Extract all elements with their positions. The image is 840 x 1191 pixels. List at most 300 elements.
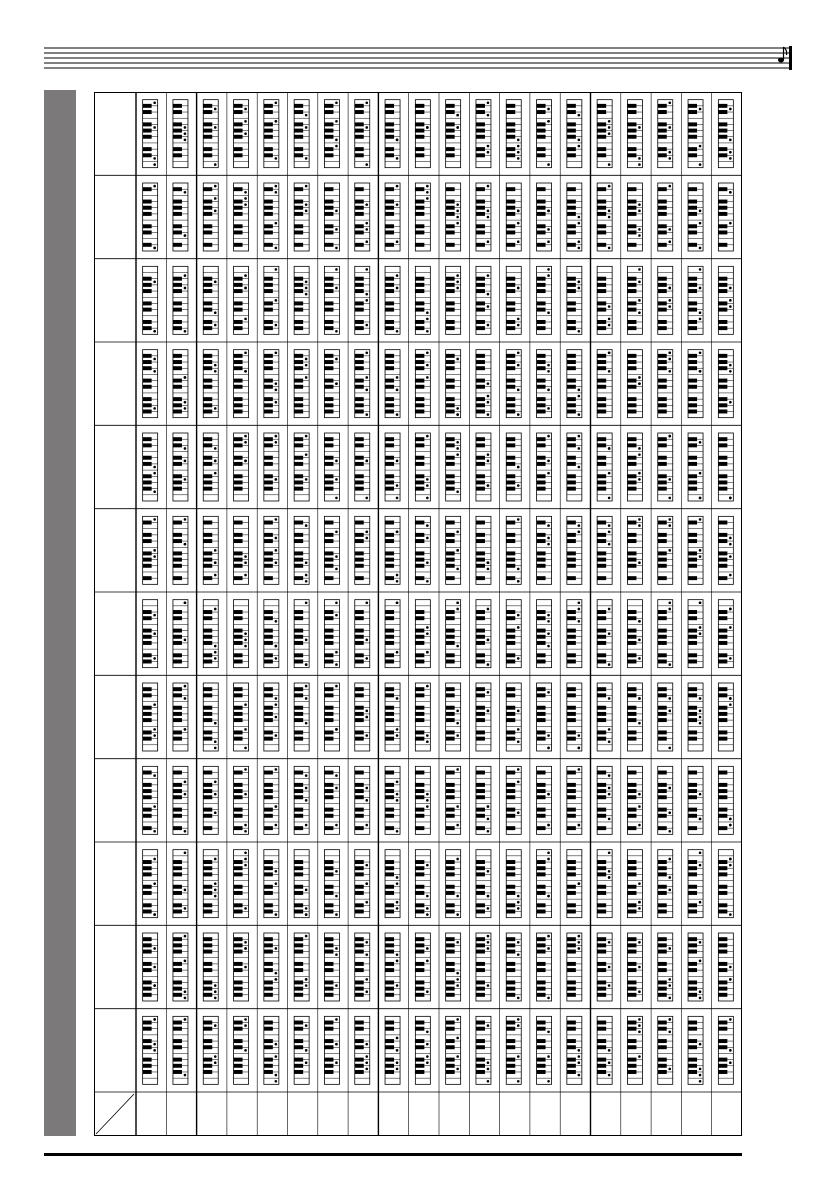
black-key [234, 301, 243, 305]
black-key [688, 872, 697, 876]
black-key [476, 891, 485, 895]
black-key [658, 943, 667, 947]
black-key [537, 487, 546, 491]
note-dot [244, 907, 247, 910]
note-dot [305, 913, 308, 916]
black-key [476, 539, 485, 543]
keyboard-outline [446, 100, 461, 168]
black-key [173, 129, 182, 133]
black-key [415, 521, 424, 525]
black-key [173, 687, 182, 691]
black-key [476, 230, 485, 234]
black-key [143, 360, 152, 364]
black-key [173, 147, 182, 151]
black-key [718, 660, 727, 664]
black-key [415, 379, 424, 383]
black-key [264, 104, 273, 108]
black-key [658, 360, 667, 364]
keyboard-outline [324, 266, 339, 334]
black-key [385, 366, 394, 370]
note-dot [305, 478, 308, 481]
black-key [385, 635, 394, 639]
note-dot [275, 913, 278, 916]
black-key [355, 308, 364, 312]
note-dot [487, 453, 490, 456]
black-key [385, 277, 394, 281]
note-dot [184, 126, 187, 129]
note-dot [153, 280, 156, 283]
black-key [597, 379, 606, 383]
black-key [294, 110, 303, 114]
note-dot [305, 824, 308, 827]
black-key [718, 301, 727, 305]
note-dot [729, 305, 732, 308]
black-key [537, 564, 546, 568]
black-key [415, 783, 424, 787]
keyboard-diagram-icon [718, 766, 733, 834]
note-dot [638, 657, 641, 660]
black-key [234, 104, 243, 108]
black-key [324, 283, 333, 287]
note-dot [275, 947, 278, 950]
black-key [688, 616, 697, 620]
note-dot [668, 370, 671, 373]
black-key [446, 712, 455, 716]
black-key [537, 320, 546, 324]
keyboard-outline [415, 433, 430, 501]
black-key [415, 301, 424, 305]
note-dot [153, 370, 156, 373]
black-key [476, 660, 485, 664]
black-key [476, 354, 485, 358]
note-dot [396, 203, 399, 206]
note-dot [668, 978, 671, 981]
black-key [294, 289, 303, 293]
black-key [203, 980, 212, 984]
keyboard-diagram-icon [627, 350, 642, 418]
black-key [476, 206, 485, 210]
black-key [415, 943, 424, 947]
black-key [476, 641, 485, 645]
black-key [234, 903, 243, 907]
keyboard-diagram-icon [446, 266, 461, 334]
note-dot [214, 793, 217, 796]
black-key [143, 366, 152, 370]
black-key [203, 410, 212, 414]
black-key [688, 462, 697, 466]
black-key [385, 693, 394, 697]
note-dot [365, 639, 368, 642]
note-dot [699, 901, 702, 904]
keyboard-outline [173, 433, 188, 501]
black-key [627, 771, 636, 775]
note-dot [153, 774, 156, 777]
black-key [294, 891, 303, 895]
black-key [264, 610, 273, 614]
keyboard-outline [718, 433, 733, 501]
black-key [264, 320, 273, 324]
black-key [294, 437, 303, 441]
black-key [567, 576, 576, 580]
black-key [597, 104, 606, 108]
black-key [143, 635, 152, 639]
black-key [203, 129, 212, 133]
note-dot [365, 240, 368, 243]
black-key [567, 135, 576, 139]
note-dot [426, 478, 429, 481]
note-dot [638, 990, 641, 993]
black-key [658, 968, 667, 972]
black-key [324, 950, 333, 954]
black-key [537, 616, 546, 620]
black-key [476, 943, 485, 947]
black-key [627, 660, 636, 664]
note-dot [729, 858, 732, 861]
black-key [476, 910, 485, 914]
keyboard-diagram-icon [415, 350, 430, 418]
black-key [446, 308, 455, 312]
black-key [627, 243, 636, 247]
black-key [294, 903, 303, 907]
black-key [688, 443, 697, 447]
black-key [658, 814, 667, 818]
black-key [446, 153, 455, 157]
black-key [567, 706, 576, 710]
black-key [537, 480, 546, 484]
black-key [537, 289, 546, 293]
black-key [143, 551, 152, 555]
black-key [385, 153, 394, 157]
black-key [658, 987, 667, 991]
black-key [506, 308, 515, 312]
black-key [567, 437, 576, 441]
black-key [718, 366, 727, 370]
black-key [324, 693, 333, 697]
black-key [234, 706, 243, 710]
black-key [143, 283, 152, 287]
black-key [234, 551, 243, 555]
black-key [355, 660, 364, 664]
black-key [567, 872, 576, 876]
keyboard-diagram-icon [688, 683, 703, 751]
black-key [385, 968, 394, 972]
black-key [688, 789, 697, 793]
keyboard-diagram-icon [506, 350, 521, 418]
black-key [294, 980, 303, 984]
black-key [264, 443, 273, 447]
black-key [688, 110, 697, 114]
black-key [627, 653, 636, 657]
black-key [627, 814, 636, 818]
black-key [415, 153, 424, 157]
note-dot [153, 555, 156, 558]
black-key [173, 326, 182, 330]
black-key [355, 462, 364, 466]
keyboard-outline [567, 100, 582, 168]
black-key [718, 308, 727, 312]
black-key [234, 910, 243, 914]
black-key [658, 480, 667, 484]
black-key [385, 610, 394, 614]
keyboard-diagram-icon [688, 600, 703, 668]
note-dot [729, 864, 732, 867]
note-dot [547, 389, 550, 392]
keyboard-diagram-icon [627, 766, 642, 834]
black-key [355, 135, 364, 139]
black-key [385, 243, 394, 247]
note-dot [214, 280, 217, 283]
black-key [294, 487, 303, 491]
note-dot [214, 858, 217, 861]
black-key [506, 539, 515, 543]
black-key [688, 808, 697, 812]
black-key [597, 397, 606, 401]
black-key [173, 277, 182, 281]
black-key [415, 224, 424, 228]
black-key [203, 320, 212, 324]
black-key [537, 910, 546, 914]
black-key [537, 521, 546, 525]
black-key [385, 826, 394, 830]
black-key [203, 576, 212, 580]
black-key [658, 808, 667, 812]
black-key [658, 437, 667, 441]
note-dot [153, 126, 156, 129]
note-dot [699, 990, 702, 993]
note-dot [335, 913, 338, 916]
black-key [415, 616, 424, 620]
black-key [294, 629, 303, 633]
black-key [294, 910, 303, 914]
note-dot [517, 210, 520, 213]
note-dot [608, 608, 611, 611]
keyboard-diagram-icon [203, 516, 218, 584]
black-key [324, 826, 333, 830]
note-dot [517, 287, 520, 290]
black-key [537, 962, 546, 966]
black-key [173, 564, 182, 568]
black-key [718, 122, 727, 126]
black-key [355, 885, 364, 889]
black-key [627, 354, 636, 358]
black-key [294, 206, 303, 210]
keyboard-diagram-icon [415, 516, 430, 584]
note-dot [487, 401, 490, 404]
black-key [355, 993, 364, 997]
note-dot [487, 895, 490, 898]
keyboard-diagram-icon [688, 850, 703, 918]
black-key [385, 980, 394, 984]
black-key [597, 187, 606, 191]
black-key [567, 230, 576, 234]
black-key [718, 687, 727, 691]
black-key [597, 950, 606, 954]
black-key [597, 122, 606, 126]
keyboard-diagram-icon [567, 600, 582, 668]
black-key [476, 480, 485, 484]
black-key [234, 320, 243, 324]
black-key [385, 187, 394, 191]
note-dot [668, 889, 671, 892]
black-key [627, 153, 636, 157]
note-dot [214, 210, 217, 213]
black-key [658, 243, 667, 247]
black-key [476, 379, 485, 383]
keyboard-outline [658, 683, 673, 751]
black-key [658, 403, 667, 407]
black-key [627, 576, 636, 580]
note-dot [244, 197, 247, 200]
black-key [203, 712, 212, 716]
black-key [597, 980, 606, 984]
black-key [537, 360, 546, 364]
black-key [324, 783, 333, 787]
note-dot [578, 114, 581, 117]
black-key [294, 872, 303, 876]
black-key [415, 730, 424, 734]
black-key [567, 320, 576, 324]
black-key [173, 533, 182, 537]
note-dot [699, 601, 702, 604]
black-key [173, 224, 182, 228]
keyboard-diagram-icon [506, 683, 521, 751]
black-key [355, 564, 364, 568]
black-key [718, 379, 727, 383]
black-key [506, 826, 515, 830]
black-key [446, 243, 455, 247]
black-key [324, 410, 333, 414]
black-key [597, 771, 606, 775]
black-key [234, 129, 243, 133]
keyboard-diagram-icon [264, 516, 279, 584]
keyboard-outline [506, 516, 521, 584]
black-key [294, 610, 303, 614]
black-key [597, 200, 606, 204]
note-dot [517, 941, 520, 944]
keyboard-diagram-icon [688, 766, 703, 834]
black-key [446, 910, 455, 914]
black-key [597, 718, 606, 722]
black-key [446, 487, 455, 491]
keyboard-diagram-icon [688, 933, 703, 1001]
black-key [234, 443, 243, 447]
keyboard-diagram-icon [537, 933, 552, 1001]
black-key [324, 903, 333, 907]
note-dot [153, 882, 156, 885]
black-key [597, 206, 606, 210]
keyboard-diagram-icon [476, 516, 491, 584]
note-dot [244, 851, 247, 854]
black-key [385, 987, 394, 991]
black-key [143, 564, 152, 568]
black-key [385, 937, 394, 941]
black-key [658, 558, 667, 562]
note-dot [487, 324, 490, 327]
black-key [537, 730, 546, 734]
black-key [537, 110, 546, 114]
keyboard-diagram-icon [446, 350, 461, 418]
black-key [143, 885, 152, 889]
black-key [173, 943, 182, 947]
note-dot [305, 114, 308, 117]
note-dot [275, 518, 278, 521]
black-key [294, 687, 303, 691]
keyboard-diagram-icon [476, 350, 491, 418]
black-key [537, 866, 546, 870]
keyboard-diagram-icon [718, 100, 733, 168]
note-dot [426, 311, 429, 314]
black-key [355, 693, 364, 697]
note-dot [668, 747, 671, 750]
black-key [718, 289, 727, 293]
black-key [324, 437, 333, 441]
note-dot [184, 639, 187, 642]
black-key [173, 320, 182, 324]
black-key [627, 885, 636, 889]
black-key [355, 783, 364, 787]
note-dot [335, 382, 338, 385]
black-key [476, 950, 485, 954]
black-key [537, 903, 546, 907]
note-dot [426, 947, 429, 950]
note-dot [608, 632, 611, 635]
black-key [537, 366, 546, 370]
black-key [658, 187, 667, 191]
black-key [506, 629, 515, 633]
black-key [173, 360, 182, 364]
black-key [567, 487, 576, 491]
black-key [385, 872, 394, 876]
black-key [385, 135, 394, 139]
black-key [688, 551, 697, 555]
note-dot [608, 120, 611, 123]
note-dot [153, 472, 156, 475]
black-key [355, 200, 364, 204]
note-dot [396, 728, 399, 731]
black-key [658, 789, 667, 793]
keyboard-diagram-icon [658, 933, 673, 1001]
black-key [718, 891, 727, 895]
black-key [658, 771, 667, 775]
note-dot [668, 151, 671, 154]
black-key [355, 437, 364, 441]
note-dot [668, 830, 671, 833]
black-key [264, 641, 273, 645]
black-key [446, 737, 455, 741]
black-key [234, 212, 243, 216]
note-dot [275, 120, 278, 123]
black-key [597, 366, 606, 370]
black-key [385, 437, 394, 441]
keyboard-diagram-icon [537, 766, 552, 834]
note-dot [184, 376, 187, 379]
black-key [203, 397, 212, 401]
note-dot [517, 901, 520, 904]
note-dot [668, 435, 671, 438]
black-key [627, 891, 636, 895]
note-dot [396, 574, 399, 577]
note-dot [608, 966, 611, 969]
black-key [688, 366, 697, 370]
note-dot [517, 157, 520, 160]
black-key [658, 122, 667, 126]
black-key [415, 910, 424, 914]
note-dot [517, 811, 520, 814]
black-key [476, 987, 485, 991]
black-key [324, 403, 333, 407]
black-key [718, 712, 727, 716]
note-dot [305, 453, 308, 456]
